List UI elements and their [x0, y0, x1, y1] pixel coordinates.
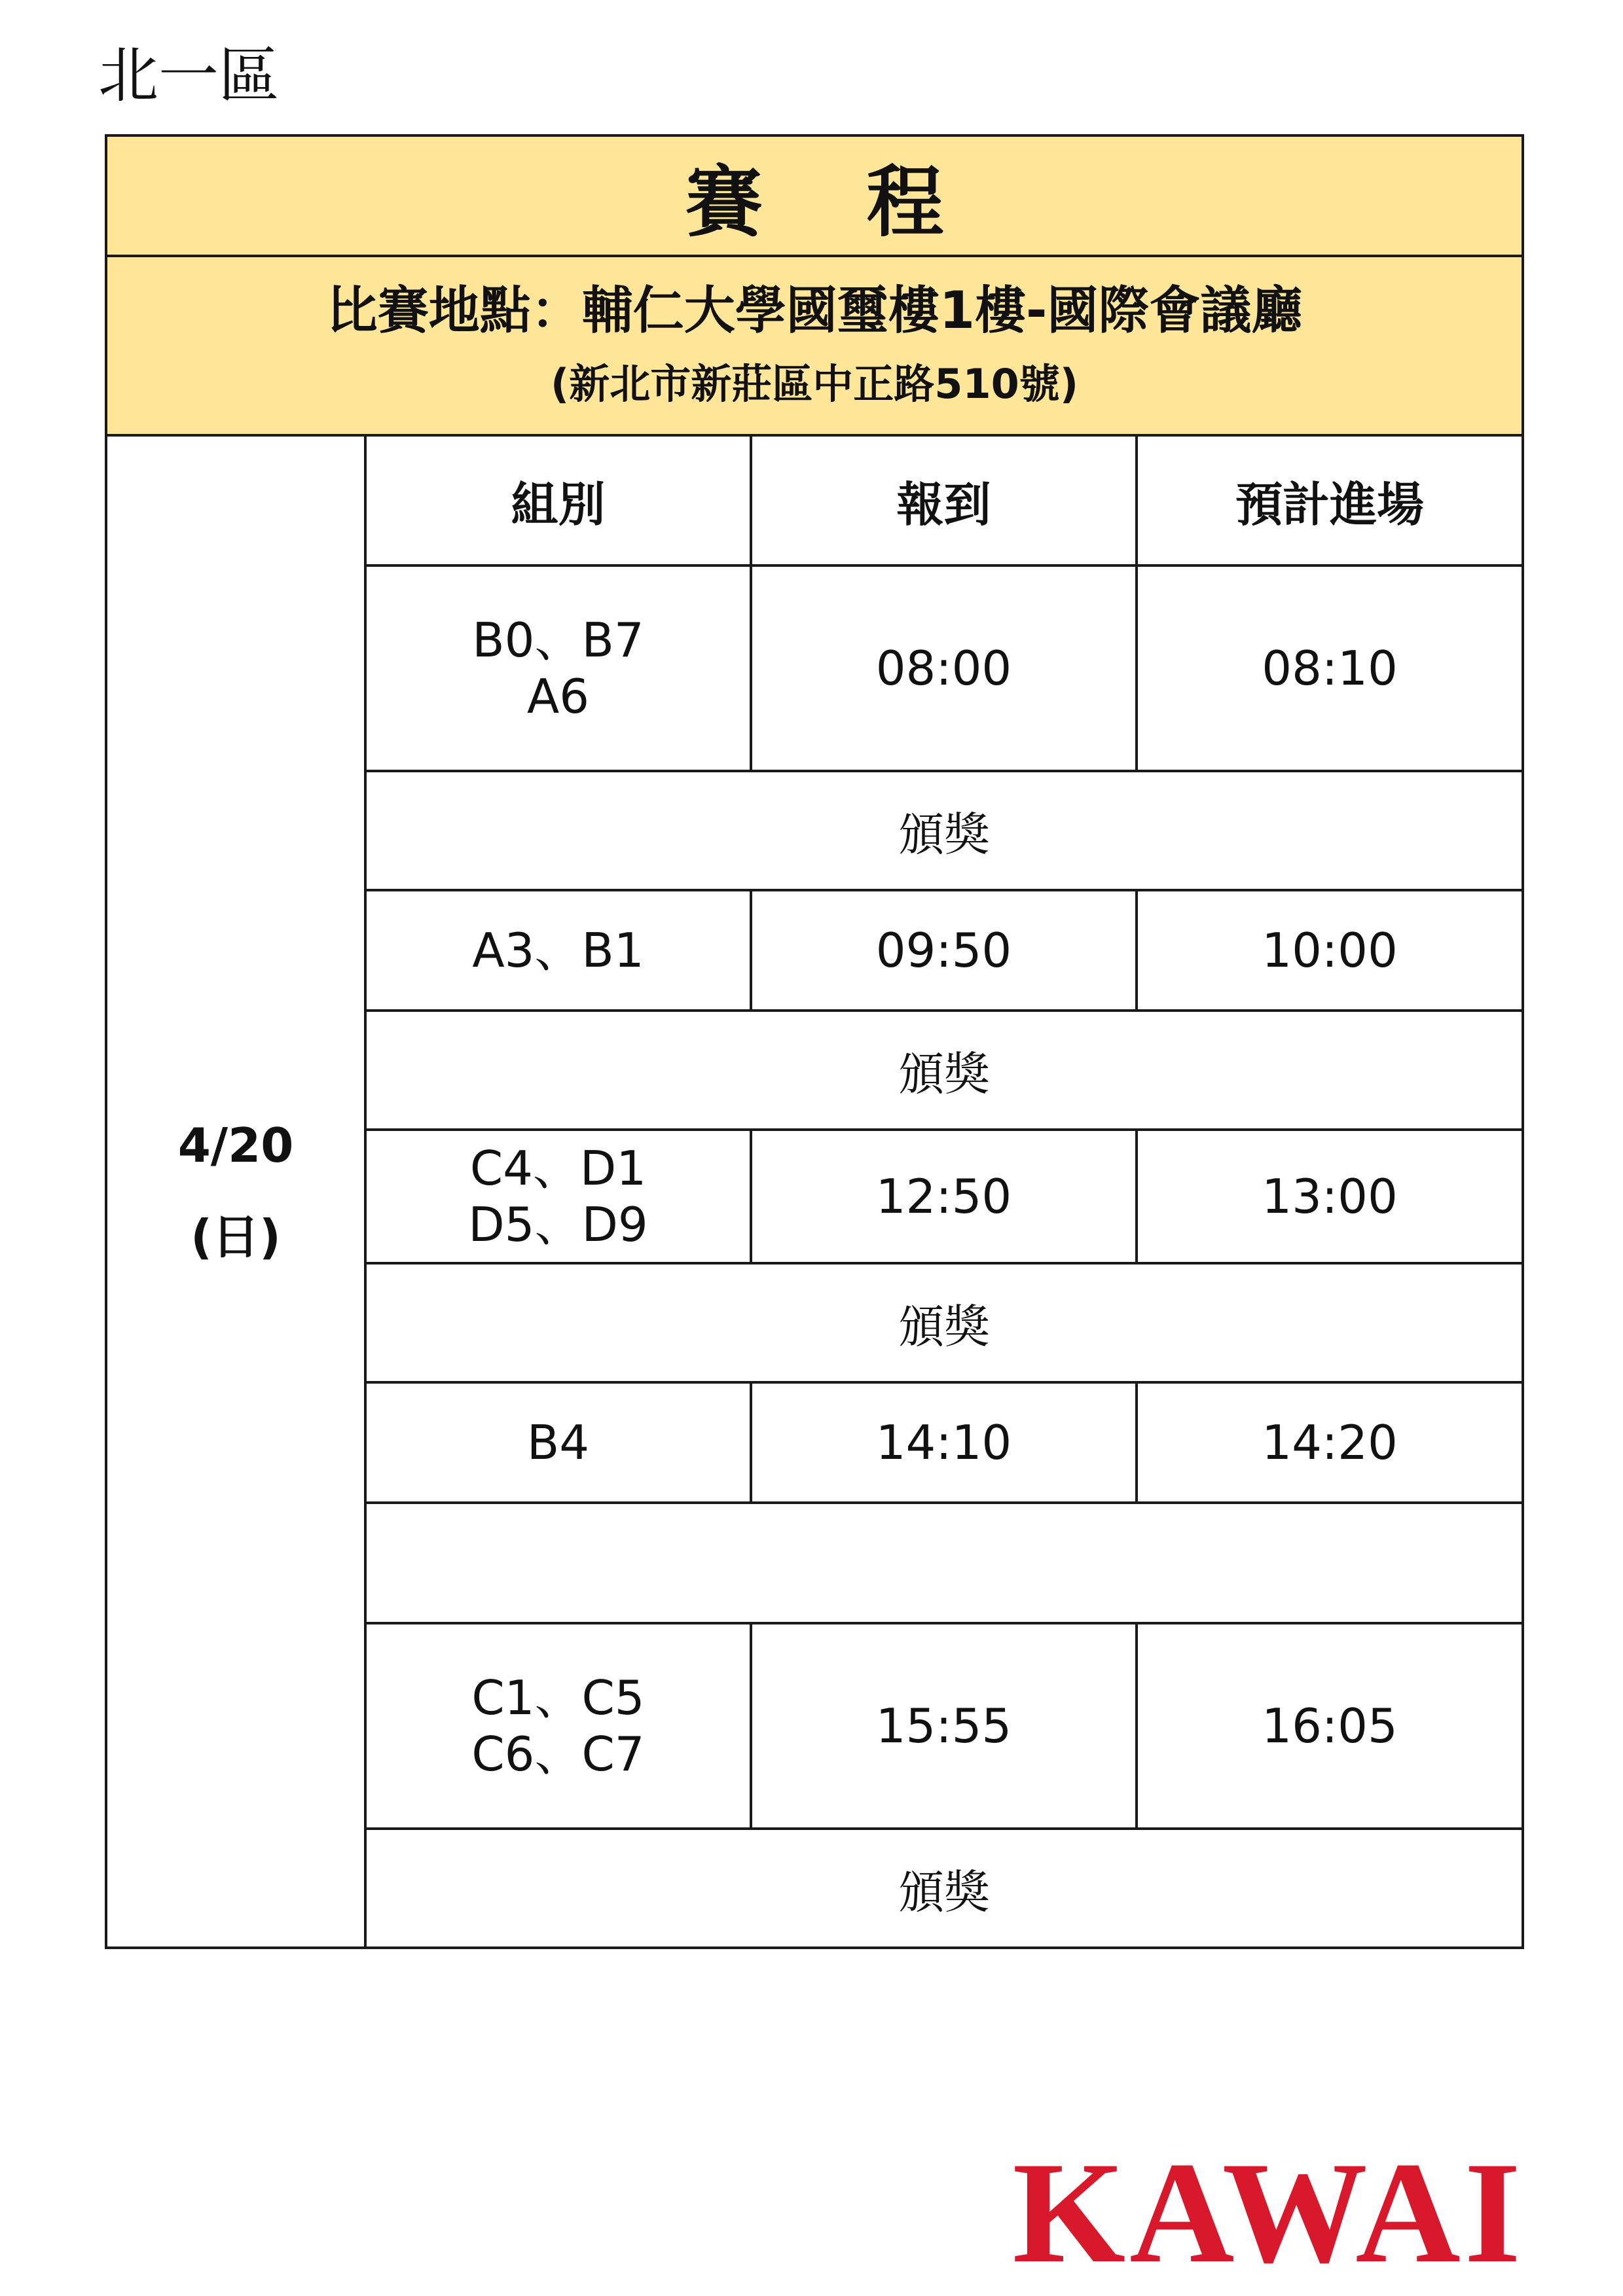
checkin-cell: 12:50	[751, 1130, 1137, 1263]
schedule-title: 賽 程	[106, 135, 1523, 256]
schedule-table	[105, 134, 1524, 1949]
region-title: 北一區	[98, 41, 280, 111]
award-cell: 頒獎	[365, 771, 1523, 890]
header-group: 組別	[365, 435, 751, 565]
header-checkin: 報到	[751, 435, 1137, 565]
venue-text: 比賽地點：輔仁大學國璽樓1樓-國際會議廳	[326, 281, 1303, 340]
title-row	[106, 135, 1523, 256]
checkin-cell: 14:10	[751, 1382, 1137, 1503]
checkin-cell: 09:50	[751, 890, 1137, 1011]
group-cell: A3、B1	[365, 890, 751, 1011]
empty-cell	[365, 1503, 1523, 1623]
entry-cell: 13:00	[1137, 1130, 1523, 1263]
date-text: 4/20	[177, 1118, 294, 1174]
award-cell: 頒獎	[365, 1011, 1523, 1130]
group-cell: C1、C5 C6、C7	[365, 1623, 751, 1829]
venue-row	[106, 256, 1523, 435]
column-header-row	[106, 435, 1523, 565]
checkin-cell: 15:55	[751, 1623, 1137, 1829]
header-entry: 預計進場	[1137, 435, 1523, 565]
entry-cell: 08:10	[1137, 565, 1523, 771]
entry-cell: 14:20	[1137, 1382, 1523, 1503]
award-cell: 頒獎	[365, 1263, 1523, 1382]
award-cell: 頒獎	[365, 1829, 1523, 1948]
entry-cell: 16:05	[1137, 1623, 1523, 1829]
group-cell: B4	[365, 1382, 751, 1503]
date-cell	[106, 435, 365, 1948]
group-cell: B0、B7 A6	[365, 565, 751, 771]
group-cell: C4、D1 D5、D9	[365, 1130, 751, 1263]
checkin-cell: 08:00	[751, 565, 1137, 771]
kawai-logo: KAWAI	[1012, 2132, 1525, 2293]
address-text: (新北市新莊區中正路510號)	[550, 360, 1079, 408]
entry-cell: 10:00	[1137, 890, 1523, 1011]
weekday-text: (日)	[191, 1209, 281, 1265]
